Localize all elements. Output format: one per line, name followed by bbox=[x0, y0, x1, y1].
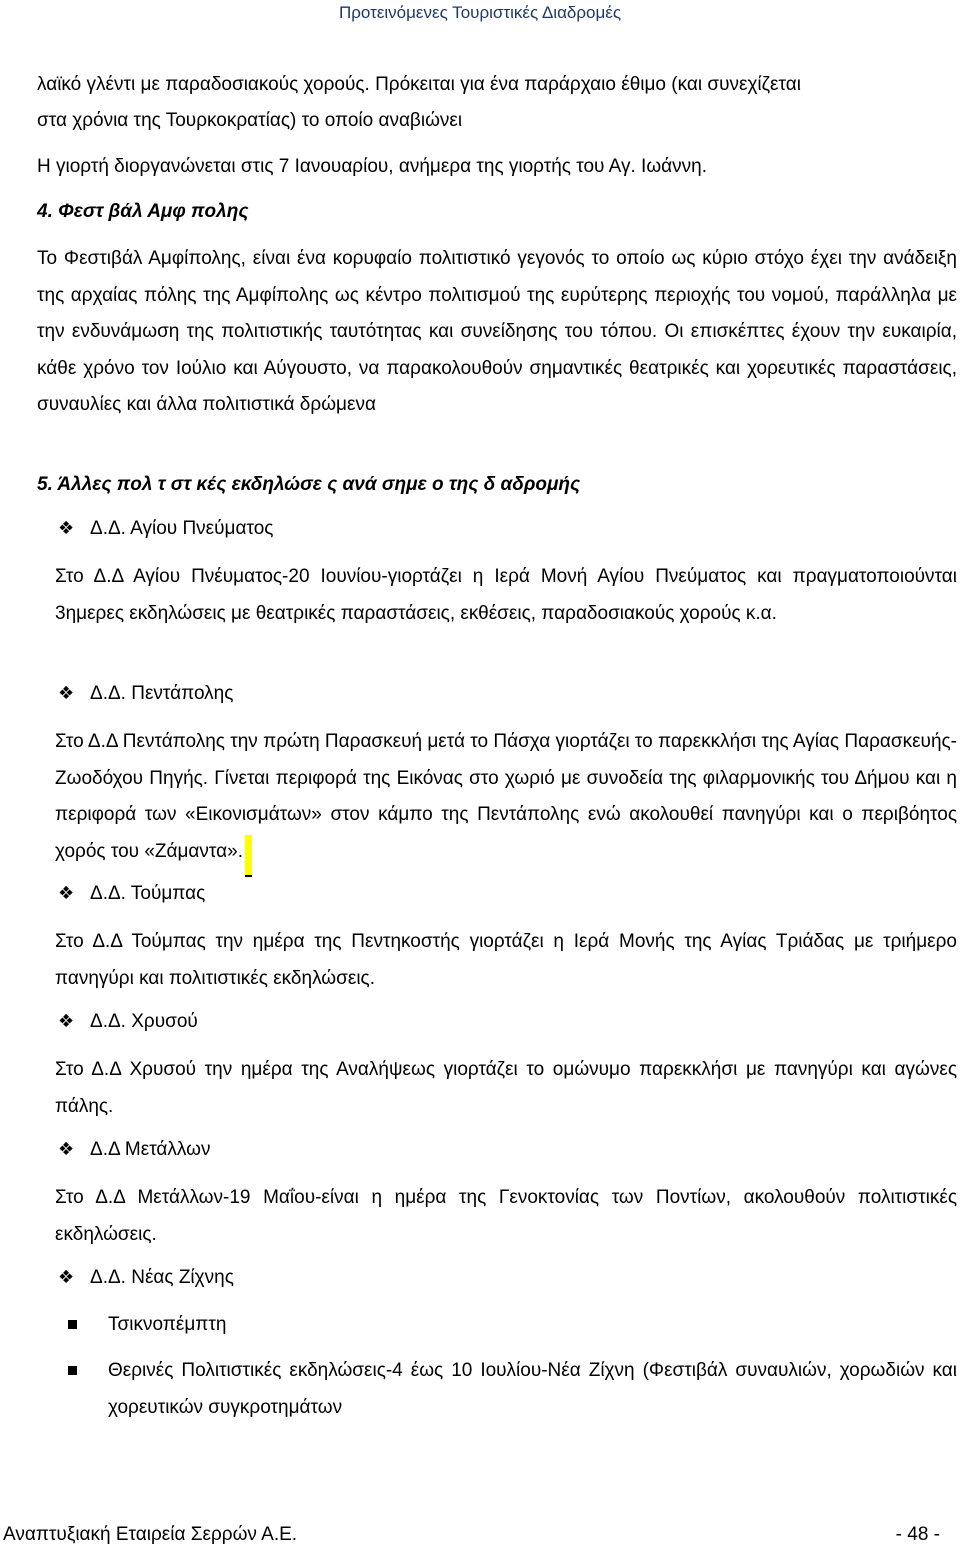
event-item-title bbox=[58, 1267, 234, 1289]
intro-line-1: λαϊκό γλέντι με παραδοσιακούς χορούς. Πρόκειται για ένα παράρχαιο έθιμο (και συνεχίζεται bbox=[37, 74, 801, 95]
section-5-heading: 5. Άλλες πολ τ στ κές εκδηλώσε ς ανά σημε ο της δ αδρομής bbox=[37, 474, 581, 495]
diamond-quad-bullet-icon: ❖ bbox=[58, 1139, 75, 1159]
event-item-title-text: Δ.Δ Μετάλλων bbox=[90, 1139, 211, 1160]
footer-page-number: - 48 - bbox=[895, 1524, 940, 1545]
event-item-title-text: Δ.Δ. Πεντάπολης bbox=[90, 683, 234, 704]
square-bullet-icon bbox=[68, 1320, 77, 1329]
event-item-title-text: Δ.Δ. Νέας Ζίχνης bbox=[90, 1267, 234, 1288]
diamond-quad-bullet-icon: ❖ bbox=[58, 1267, 75, 1287]
event-item-title-text: Δ.Δ. Χρυσού bbox=[90, 1011, 198, 1032]
event-item-text: Στο Δ.Δ Χρυσού την ημέρα της Αναλήψεως γιορτάζει το ομώνυμο παρεκκλήσι με πανηγύρι και αγώνες πάλης. bbox=[55, 1059, 957, 1117]
event-item-title bbox=[58, 1011, 198, 1033]
intro-line-2: στα χρόνια της Τουρκοκρατίας) το οποίο αναβιώνει bbox=[37, 110, 463, 131]
event-item-title bbox=[58, 683, 233, 705]
sub-item: Τσικνοπέμπτη bbox=[108, 1314, 227, 1335]
section-4-heading: 4. Φεστ βάλ Αμφ πολης bbox=[37, 201, 249, 222]
diamond-quad-bullet-icon: ❖ bbox=[58, 883, 75, 903]
intro-line-3: Η γιορτή διοργανώνεται στις 7 Ιανουαρίου, ανήμερα της γιορτής του Αγ. Ιωάννη. bbox=[37, 156, 707, 177]
event-item-title-text: Δ.Δ. Αγίου Πνεύματος bbox=[90, 518, 274, 539]
diamond-quad-bullet-icon: ❖ bbox=[58, 683, 75, 703]
event-item-text: Στο Δ.Δ Αγίου Πνέυματος-20 Ιουνίου-γιορτάζει η Ιερά Μονή Αγίου Πνεύματος και πραγματοποιούνται 3ημερες εκδηλώσεις με θεατρικές παραστάσεις, εκθέσεις, παραδοσιακούς χορούς κ.α. bbox=[55, 566, 957, 624]
event-item-text: Στο Δ.Δ Τούμπας την ημέρα της Πεντηκοστής γιορτάζει η Ιερά Μονής της Αγίας Τριάδας με τριήμερο πανηγύρι και πολιτιστικές εκδηλώσεις. bbox=[55, 931, 957, 989]
diamond-quad-bullet-icon: ❖ bbox=[58, 518, 75, 538]
event-item-title bbox=[58, 1139, 210, 1161]
event-item-text: Στο Δ.Δ Μετάλλων-19 Μαΐου-είναι η ημέρα της Γενοκτονίας των Ποντίων, ακολουθούν πολιτιστικές εκδηλώσεις. bbox=[55, 1187, 957, 1245]
event-item-title bbox=[58, 518, 273, 540]
event-item-title-text: Δ.Δ. Τούμπας bbox=[90, 883, 206, 904]
section-4-text: Το Φεστιβάλ Αμφίπολης, είναι ένα κορυφαίο πολιτιστικό γεγονός το οποίο ως κύριο στόχο έχει την ανάδειξη της αρχαίας πόλης της Αμφίπολης ως κέντρο πολιτισμού της ευρύτερης περιοχής του νομού, παράλληλα με την ενδυνάμωση της πολιτιστικής ταυτότητας και συνείδησης του τόπου. Οι επισκέπτες έχουν την ευκαιρία, κάθε χρόνο τον Ιούλιο και Αύγουστο, να παρακολουθούν σημαντικές θεατρικές και χορευτικές παραστάσεις, συναυλίες και άλλα πολιτιστικά δρώμενα bbox=[37, 248, 957, 415]
highlight-mark bbox=[245, 835, 252, 877]
footer-company: Αναπτυξιακή Εταιρεία Σερρών Α.Ε. bbox=[3, 1524, 298, 1545]
event-item-title bbox=[58, 883, 205, 905]
event-item-text-content: Στο Δ.Δ Πεντάπολης την πρώτη Παρασκευή μετά το Πάσχα γιορτάζει το παρεκκλήσι της Αγίας Παρασκευής-Ζωοδόχου Πηγής. Γίνεται περιφορά της Εικόνας στο χωριό με συνοδεία της φιλαρμονικής του Δήμου και η περιφορά των «Εικονισμάτων» στον κάμπο της Πεντάπολης ενώ ακολουθεί πανηγύρι και ο περιβόητος χορός του «Ζάμαντα». bbox=[55, 731, 957, 862]
sub-item: Θερινές Πολιτιστικές εκδηλώσεις-4 έως 10 Ιουλίου-Νέα Ζίχνη (Φεστιβάλ συναυλιών, χορωδιών και χορευτικών συγκροτημάτων bbox=[108, 1360, 957, 1418]
page-header: Προτεινόμενες Τουριστικές Διαδρομές bbox=[338, 3, 622, 22]
square-bullet-icon bbox=[68, 1366, 77, 1375]
event-item-text bbox=[55, 724, 957, 877]
diamond-quad-bullet-icon: ❖ bbox=[58, 1011, 75, 1031]
